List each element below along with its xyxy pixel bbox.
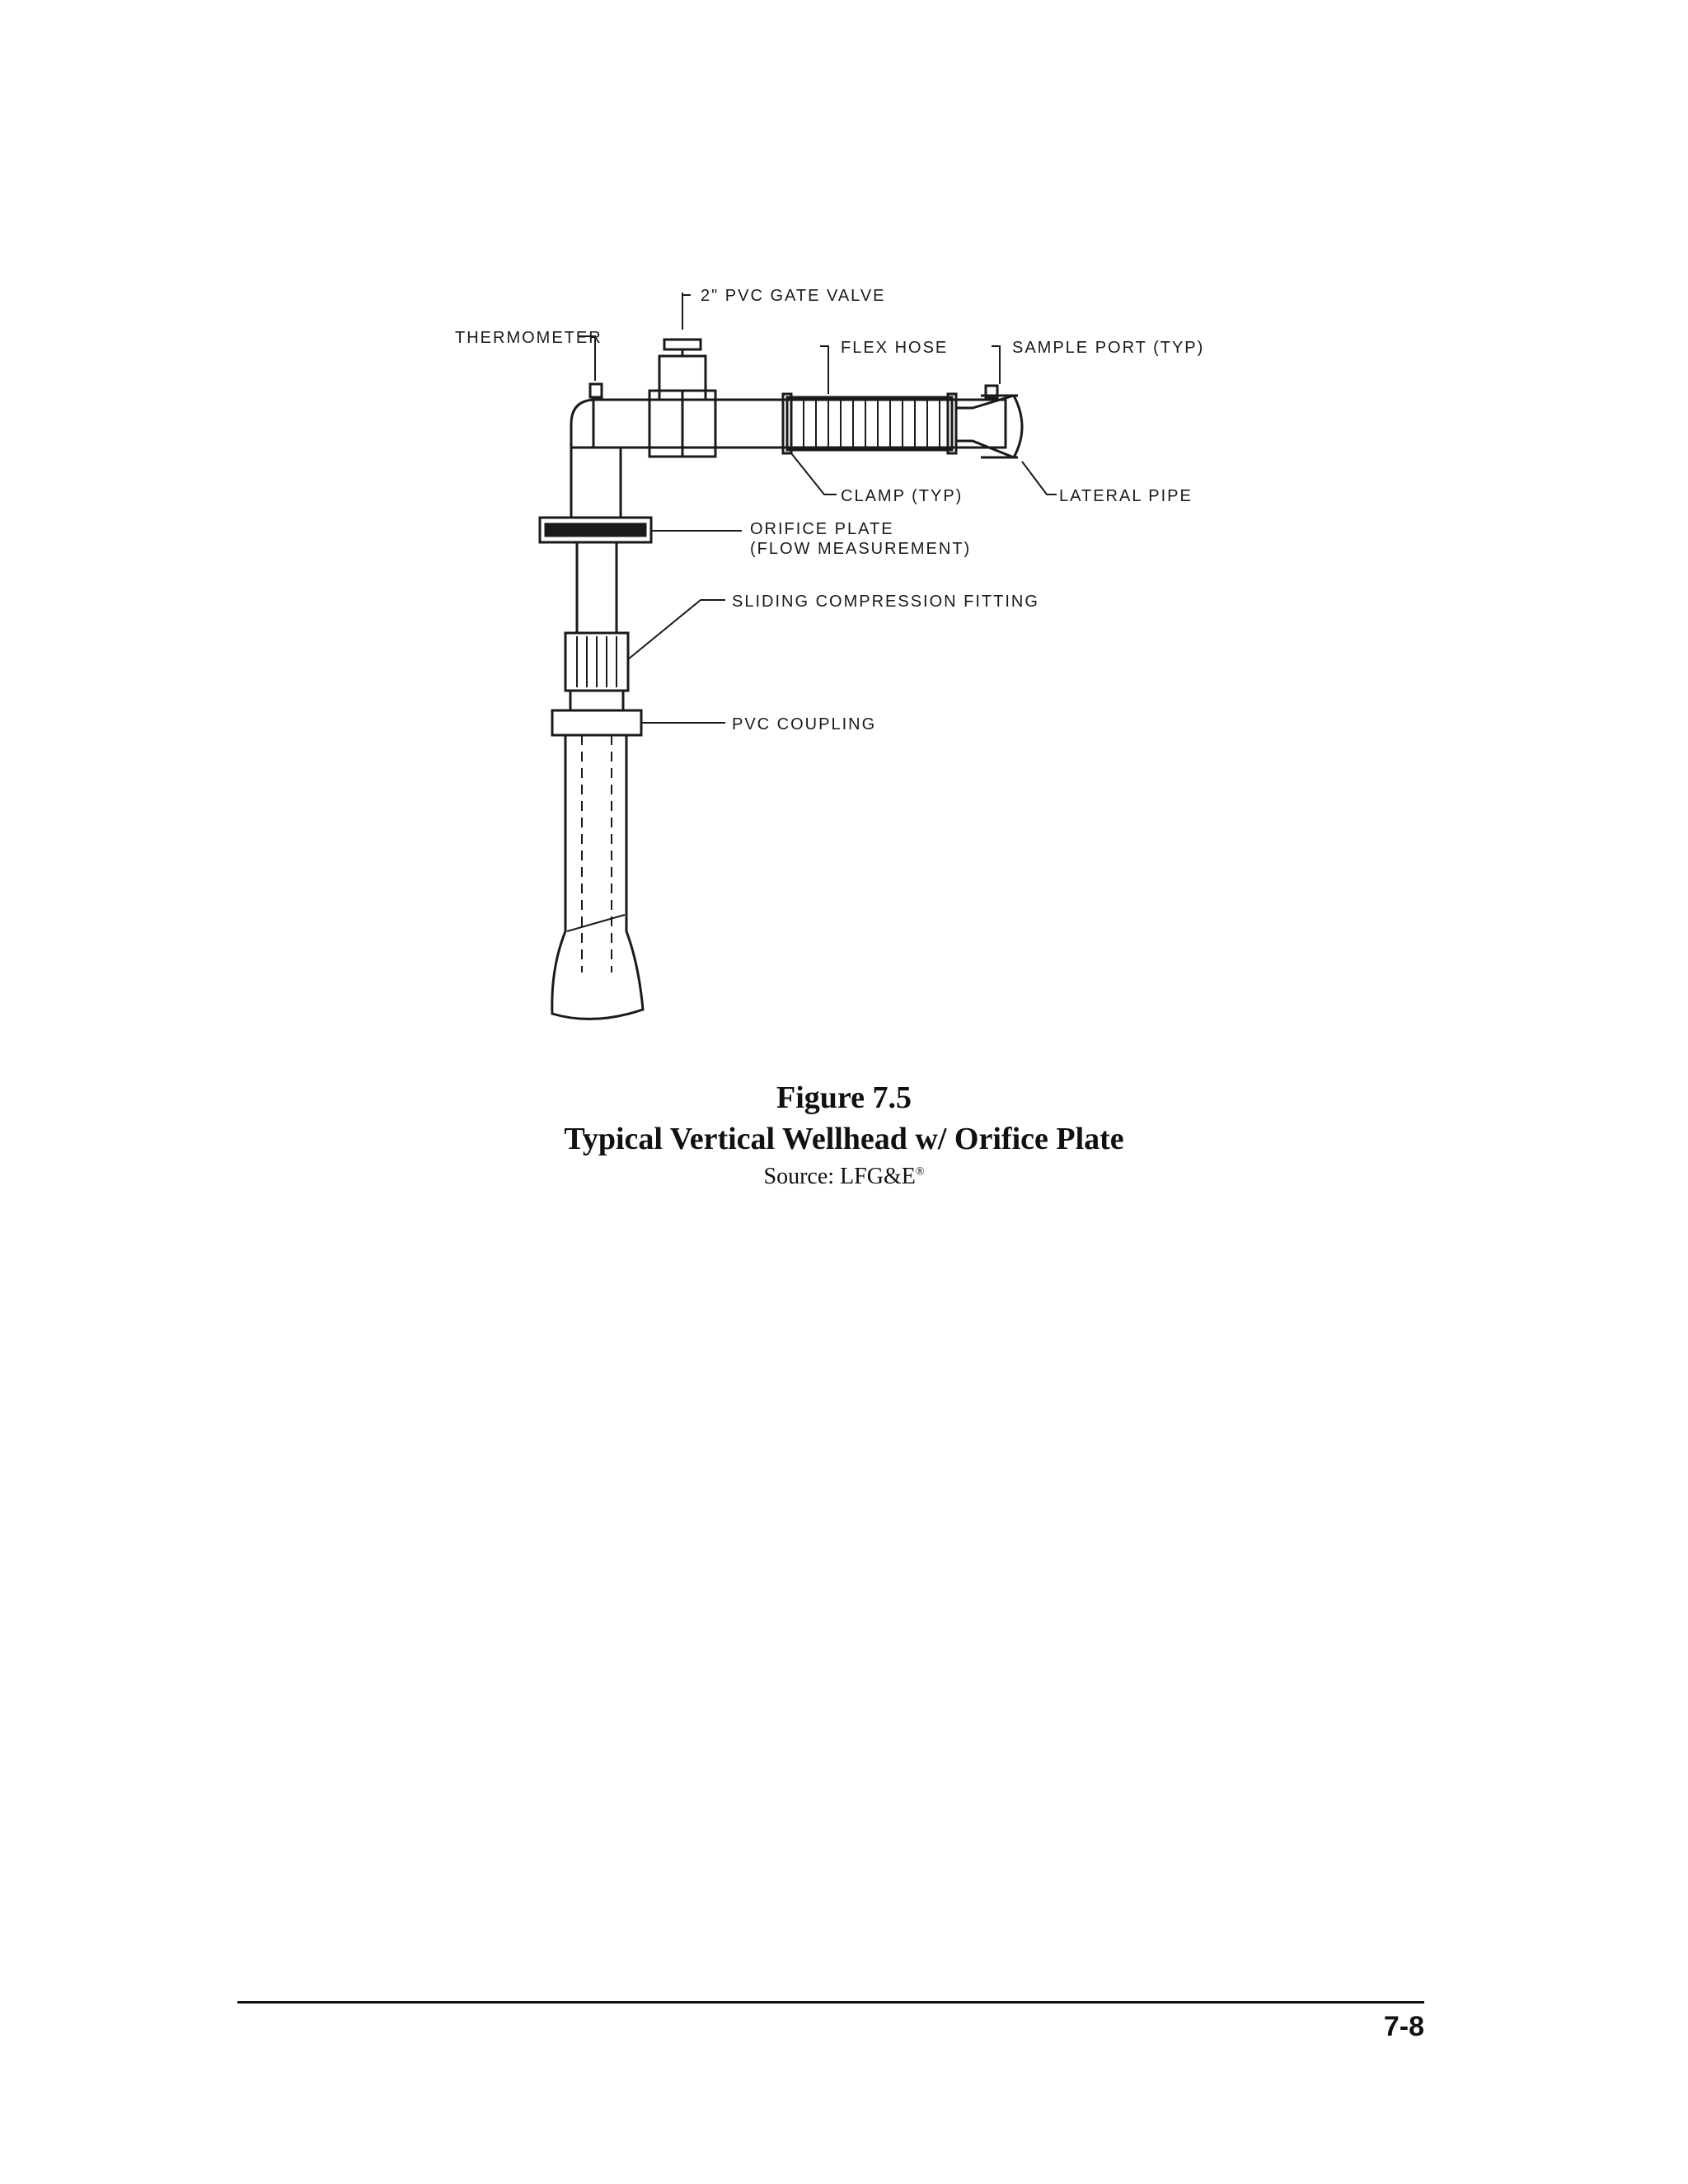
registered-mark: ® [915,1165,925,1179]
footer-rule [237,2001,1424,2004]
figure-title: Typical Vertical Wellhead w/ Orifice Plate [564,1122,1124,1156]
label-orifice-plate-sub: (FLOW MEASUREMENT) [750,540,972,558]
figure-source-text: Source: LFG&E [763,1164,916,1189]
header-pipe [593,400,1006,448]
flex-hose-corrugations [804,397,940,450]
well-casing [552,735,643,1019]
label-flex-hose: FLEX HOSE [841,339,949,357]
label-gate-valve: 2" PVC GATE VALVE [701,287,886,305]
label-pvc-coupling: PVC COUPLING [732,715,877,733]
figure-number: Figure 7.5 [776,1080,912,1115]
elbow [571,400,621,518]
label-sample-port: SAMPLE PORT (TYP) [1012,339,1205,357]
pvc-coupling [552,710,641,735]
label-clamp: CLAMP (TYP) [841,487,964,505]
label-thermometer: THERMOMETER [455,329,603,347]
label-lateral-pipe: LATERAL PIPE [1059,487,1193,505]
riser-upper [571,448,621,518]
figure-source [0,1164,1688,1190]
riser-middle [577,542,617,633]
valve-handwheel [664,340,701,349]
thermometer-body [590,384,602,397]
label-orifice-plate: ORIFICE PLATE [750,520,894,538]
orifice-plate [546,524,645,536]
label-sliding-fitting: SLIDING COMPRESSION FITTING [732,593,1039,611]
page-number: 7-8 [1383,2011,1424,2042]
